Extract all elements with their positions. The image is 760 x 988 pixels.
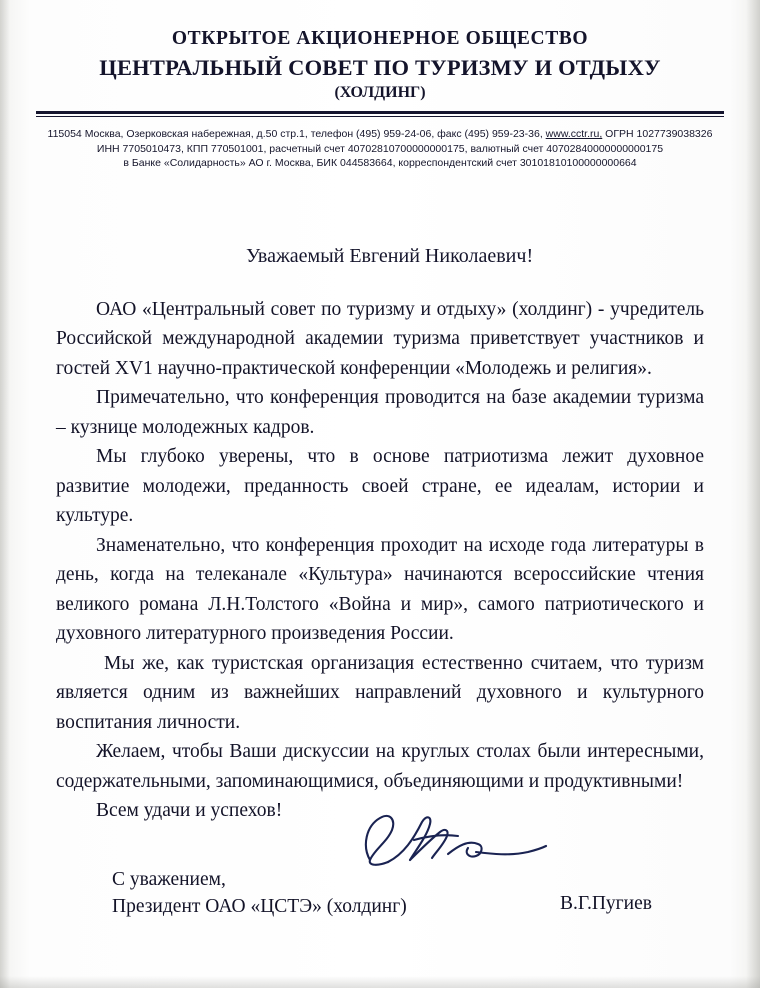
scan-edge-bottom	[0, 976, 760, 988]
organization-line-3: (ХОЛДИНГ)	[334, 84, 426, 101]
signature-closing: С уважением,	[112, 869, 226, 890]
website-link[interactable]: www.cctr.ru,	[545, 128, 603, 140]
organization-line-2: ЦЕНТРАЛЬНЫЙ СОВЕТ ПО ТУРИЗМУ И ОТДЫХУ	[99, 55, 661, 80]
requisites-line-1-part-1: 115054 Москва, Озерковская набережная, д.50 стр.1, телефон (495) 959-24-06, факс (495) 959-23-36,	[47, 128, 546, 140]
letter-body	[56, 295, 704, 826]
requisites-line-1-part-2: ОГРН 1027739038326	[602, 128, 713, 140]
requisites-line-2: ИНН 7705010473, КПП 770501001, расчетный счет 40702810700000000175, валютный счет 40702840000000000175	[96, 142, 664, 155]
divider-thick-line	[36, 111, 724, 114]
requisites-line-3: в Банке «Солидарность» АО г. Москва, БИК 044583664, корреспондентский счет 30101810100000000664	[123, 157, 637, 169]
paragraph-3: Мы глубоко уверены, что в основе патриотизма лежит духовное развитие молодежи, преданность своей стране, ее идеалам, истории и культуре.	[56, 446, 704, 526]
signature-left-block	[112, 866, 407, 920]
paragraph-4: Знаменательно, что конференция проходит на исходе года литературы в день, когда на телеканале «Культура» начинаются всероссийские чтения великого романа Л.Н.Толстого «Война и мир», самого патриотического и духовного литературного произведения России.	[56, 534, 704, 644]
paragraph-5: Мы же, как туристская организация естественно считаем, что туризм является одним из важнейших направлений духовного и культурного воспитания личности.	[56, 652, 704, 733]
signature-title: Президент ОАО «ЦСТЭ» (холдинг)	[112, 896, 407, 917]
handwritten-signature-icon	[352, 810, 552, 872]
requisites-line-1	[0, 127, 760, 142]
signature-area	[0, 810, 760, 930]
paragraph-1: ОАО «Центральный совет по туризму и отдыху» (холдинг) - учредитель Российской международной академии туризма приветствует участников и гостей XV1 научно-практической конференции «Молодежь и религия».	[56, 298, 704, 379]
letterhead-divider	[36, 111, 724, 117]
paragraph-2: Примечательно, что конференция проводится на базе академии туризма – кузнице молодежных кадров.	[56, 387, 704, 438]
letterhead	[0, 0, 760, 117]
signature-name: В.Г.Пугиев	[560, 893, 652, 914]
company-requisites	[0, 127, 760, 171]
salutation: Уважаемый Евгений Николаевич!	[246, 244, 534, 267]
divider-thin-line	[36, 116, 724, 117]
organization-line-1: ОТКРЫТОЕ АКЦИОНЕРНОЕ ОБЩЕСТВО	[171, 28, 589, 49]
paragraph-6: Желаем, чтобы Ваши дискуссии на круглых столах были интересными, содержательными, запоминающимися, объединяющими и продуктивными!	[56, 741, 704, 792]
paragraph-7: Всем удачи и успехов!	[96, 800, 283, 821]
